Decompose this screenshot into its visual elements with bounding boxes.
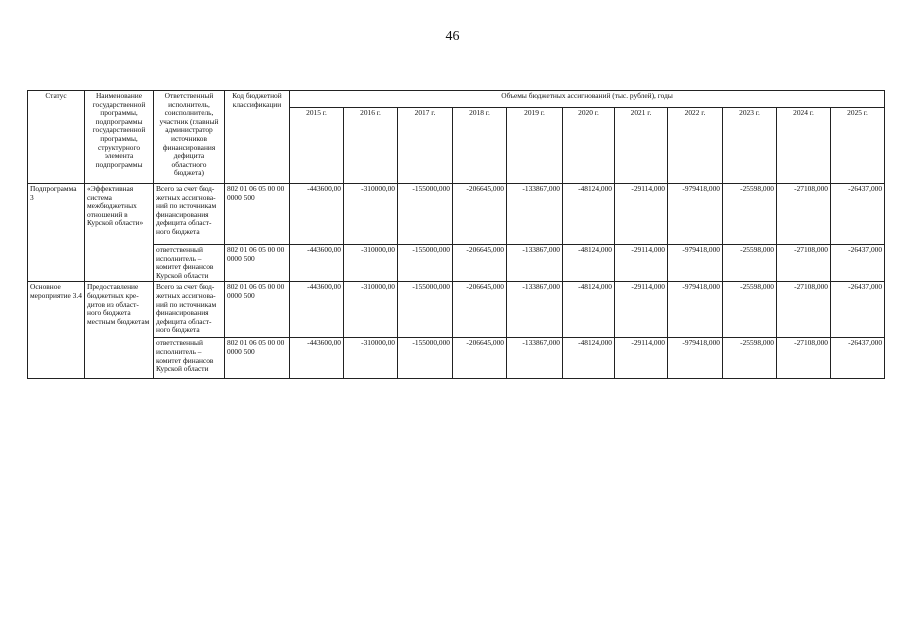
value-cell: -25598,000 bbox=[723, 245, 777, 282]
value-cell: -979418,000 bbox=[668, 184, 723, 245]
value-cell: -206645,000 bbox=[453, 282, 507, 338]
value-cell: -29114,000 bbox=[615, 184, 668, 245]
value-cell: -48124,000 bbox=[563, 184, 615, 245]
header-year: 2018 г. bbox=[453, 108, 507, 184]
value-cell: -25598,000 bbox=[723, 282, 777, 338]
value-cell: -29114,000 bbox=[615, 338, 668, 379]
value-cell: -310000,00 bbox=[344, 184, 398, 245]
value-cell: -206645,000 bbox=[453, 184, 507, 245]
value-cell: -26437,000 bbox=[831, 282, 885, 338]
value-cell: -133867,000 bbox=[507, 184, 563, 245]
header-name: Наименование государственной программы, подпрограммы государственной программы, структурного элемента подпрограммы bbox=[85, 91, 154, 184]
header-status: Статус bbox=[28, 91, 85, 184]
value-cell: -26437,000 bbox=[831, 184, 885, 245]
executor-cell: ответственный исполнитель – комитет финансов Курской области bbox=[154, 338, 225, 379]
value-cell: -155000,000 bbox=[398, 282, 453, 338]
kbk-cell: 802 01 06 05 00 00 0000 500 bbox=[225, 184, 290, 245]
value-cell: -443600,00 bbox=[290, 282, 344, 338]
value-cell: -26437,000 bbox=[831, 245, 885, 282]
header-year: 2015 г. bbox=[290, 108, 344, 184]
value-cell: -25598,000 bbox=[723, 338, 777, 379]
header-year: 2025 г. bbox=[831, 108, 885, 184]
value-cell: -27108,000 bbox=[777, 184, 831, 245]
value-cell: -310000,00 bbox=[344, 338, 398, 379]
header-year: 2019 г. bbox=[507, 108, 563, 184]
value-cell: -443600,00 bbox=[290, 245, 344, 282]
header-year: 2021 г. bbox=[615, 108, 668, 184]
value-cell: -25598,000 bbox=[723, 184, 777, 245]
table-row bbox=[28, 184, 885, 245]
executor-cell: Всего за счет бюд-жетных ассигнова-ний по источникам финансирования дефицита област-ного бюджета bbox=[154, 184, 225, 245]
executor-cell: ответственный исполнитель – комитет финансов Курской области bbox=[154, 245, 225, 282]
table-row bbox=[28, 338, 885, 379]
value-cell: -48124,000 bbox=[563, 245, 615, 282]
value-cell: -155000,000 bbox=[398, 184, 453, 245]
header-year: 2020 г. bbox=[563, 108, 615, 184]
kbk-cell: 802 01 06 05 00 00 0000 500 bbox=[225, 338, 290, 379]
kbk-cell: 802 01 06 05 00 00 0000 500 bbox=[225, 282, 290, 338]
value-cell: -133867,000 bbox=[507, 282, 563, 338]
header-kbk: Код бюджетной классификации bbox=[225, 91, 290, 184]
table-row bbox=[28, 282, 885, 338]
value-cell: -27108,000 bbox=[777, 245, 831, 282]
value-cell: -206645,000 bbox=[453, 245, 507, 282]
value-cell: -133867,000 bbox=[507, 245, 563, 282]
status-cell: Подпрограмма 3 bbox=[28, 184, 85, 282]
value-cell: -27108,000 bbox=[777, 282, 831, 338]
value-cell: -48124,000 bbox=[563, 338, 615, 379]
element-name-cell: Предоставление бюджетных кре-дитов из област-ного бюджета местным бюджетам bbox=[85, 282, 154, 379]
header-year: 2024 г. bbox=[777, 108, 831, 184]
page-number: 46 bbox=[445, 29, 460, 44]
header-row-1 bbox=[28, 91, 885, 108]
kbk-cell: 802 01 06 05 00 00 0000 500 bbox=[225, 245, 290, 282]
value-cell: -155000,000 bbox=[398, 338, 453, 379]
header-year: 2017 г. bbox=[398, 108, 453, 184]
header-executor: Ответственный исполнитель, соисполнитель, участник (главный администратор источников финансирования дефицита областного бюджета) bbox=[154, 91, 225, 184]
value-cell: -27108,000 bbox=[777, 338, 831, 379]
value-cell: -206645,000 bbox=[453, 338, 507, 379]
status-cell: Основное мероприятие 3.4 bbox=[28, 282, 85, 379]
value-cell: -310000,00 bbox=[344, 282, 398, 338]
value-cell: -48124,000 bbox=[563, 282, 615, 338]
value-cell: -155000,000 bbox=[398, 245, 453, 282]
header-year: 2016 г. bbox=[344, 108, 398, 184]
value-cell: -979418,000 bbox=[668, 282, 723, 338]
value-cell: -29114,000 bbox=[615, 282, 668, 338]
value-cell: -26437,000 bbox=[831, 338, 885, 379]
header-year: 2023 г. bbox=[723, 108, 777, 184]
header-volumes: Объемы бюджетных ассигнований (тыс. рублей), годы bbox=[290, 91, 885, 108]
value-cell: -29114,000 bbox=[615, 245, 668, 282]
table-row bbox=[28, 245, 885, 282]
header-year: 2022 г. bbox=[668, 108, 723, 184]
value-cell: -133867,000 bbox=[507, 338, 563, 379]
element-name-cell: «Эффективная система межбюджетных отношений в Курской области» bbox=[85, 184, 154, 282]
value-cell: -310000,00 bbox=[344, 245, 398, 282]
value-cell: -443600,00 bbox=[290, 338, 344, 379]
executor-cell: Всего за счет бюд-жетных ассигнова-ний по источникам финансирования дефицита област-ного бюджета bbox=[154, 282, 225, 338]
budget-allocation-table bbox=[27, 90, 885, 379]
value-cell: -443600,00 bbox=[290, 184, 344, 245]
value-cell: -979418,000 bbox=[668, 245, 723, 282]
value-cell: -979418,000 bbox=[668, 338, 723, 379]
